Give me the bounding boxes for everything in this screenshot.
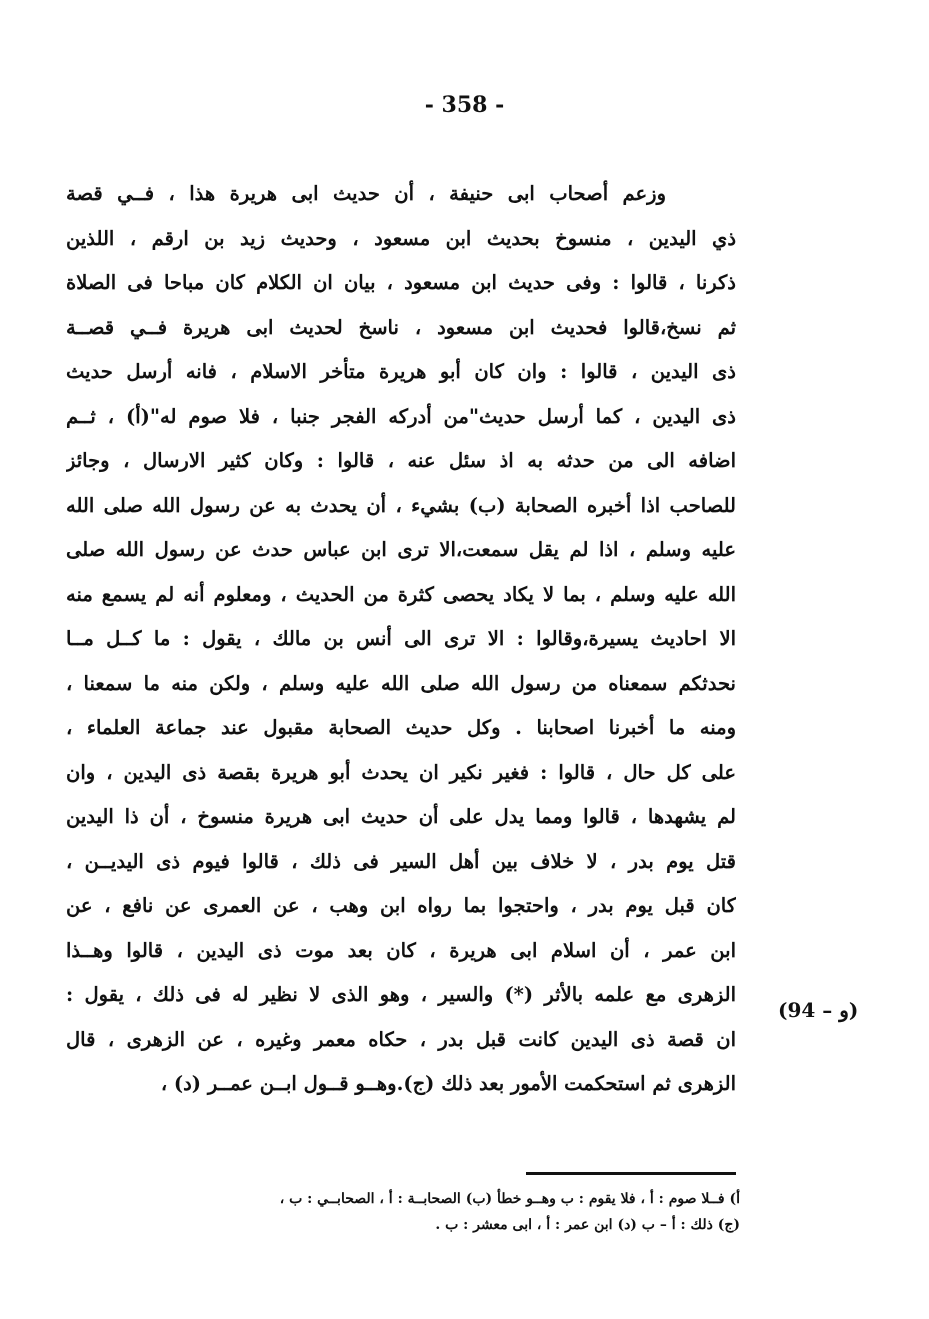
text-line: اضافه الى من حدثه به اذ سئل عنه ، قالوا : وكان كثير الارسال ، وجائز [66, 449, 736, 472]
text-line: الا احاديث يسيرة،وقالوا : الا ترى الى أنس بن مالك ، يقول : ما كــل مــا [66, 627, 736, 650]
footnotes [150, 1186, 740, 1238]
text-line: ذى اليدين ، قالوا : وان كان أبو هريرة متأخر الاسلام ، فانه أرسل حديث [66, 360, 736, 383]
text-line: قتل يوم بدر ، لا خلاف بين أهل السير فى ذلك ، قالوا فيوم ذى اليديــن ، [66, 849, 736, 873]
text-line: كان قبل يوم بدر ، واحتجوا بما رواه ابن وهب ، عن العمرى عن نافع ، عن [66, 894, 736, 917]
text-line: الزهرى ثم استحكمت الأمور بعد ذلك (ج).وهــو قــول ابــن عمــر (د) ، [160, 1072, 736, 1095]
text-line: ان قصة ذى اليدين كانت قبل بدر ، حكاه معمر وغيره ، عن الزهرى ، قال [66, 1027, 736, 1051]
text-line: ذي اليدين ، منسوخ بحديث ابن مسعود ، وحديث زيد بن ارقم ، اللذين [66, 226, 736, 250]
text-line: الزهرى مع علمه بالأثر (*) والسير ، وهو الذى لا نظير له فى ذلك ، يقول : [66, 983, 736, 1006]
text-line: ابن عمر ، أن اسلام ابى هريرة ، كان بعد موت ذى اليدين ، قالوا وهــذا [66, 938, 736, 962]
footnote-line: (ج) ذلك : أ – ب (د) ابن عمر : أ ، ابى معشر : ب . [435, 1217, 740, 1233]
text-line: نحدثكم سمعناه من رسول الله صلى الله عليه وسلم ، ولكن منه ما سمعنا ، [66, 671, 736, 695]
text-line: للصاحب اذا أخبره الصحابة (ب) بشيء ، أن يحدث به عن رسول الله صلى الله [66, 493, 736, 517]
text-line: الله عليه وسلم ، بما لا يكاد يحصى كثرة من الحديث ، ومعلوم أنه لم يسمع منه [66, 582, 736, 606]
text-line: ثم نسخ،قالوا فحديث ابن مسعود ، ناسخ لحديث ابى هريرة فــي قصــة [66, 315, 736, 339]
text-line: لم يشهدها ، قالوا ومما يدل على أن حديث ابى هريرة منسوخ ، أن ذا اليدين [66, 805, 736, 828]
margin-folio-note: (94 – و) [778, 998, 859, 1022]
page-number: - 358 - [424, 92, 505, 118]
text-line: على كل حال ، قالوا : فغير نكير ان يحدث أبو هريرة بقصة ذى اليدين ، وان [66, 760, 736, 784]
text-line: ومنه ما أخبرنا اصحابنا . وكل حديث الصحابة مقبول عند جماعة العلماء ، [66, 716, 736, 739]
footnote-line: أ) فــلا صوم : أ ، فلا يقوم : ب وهــو خطأ (ب) الصحابــة : أ ، الصحابــي : ب ، [279, 1191, 740, 1207]
text-line: ذكرنا ، قالوا : وفى حديث ابن مسعود ، بيان ان الكلام كان مباحا فى الصلاة [66, 271, 736, 294]
text-line: عليه وسلم ، اذا لم يقل سمعت،الا ترى ابن عباس حدث عن رسول الله صلى [66, 538, 736, 561]
text-line: ذى اليدين ، كما أرسل حديث"من أدركه الفجر جنبا ، فلا صوم له"(أ) ، ثــم [66, 404, 736, 428]
text-line: وزعم أصحاب ابى حنيفة ، أن حديث ابى هريرة هذا ، فــي قصة [66, 182, 666, 205]
main-text [66, 172, 736, 1107]
footnote-divider [526, 1172, 736, 1175]
